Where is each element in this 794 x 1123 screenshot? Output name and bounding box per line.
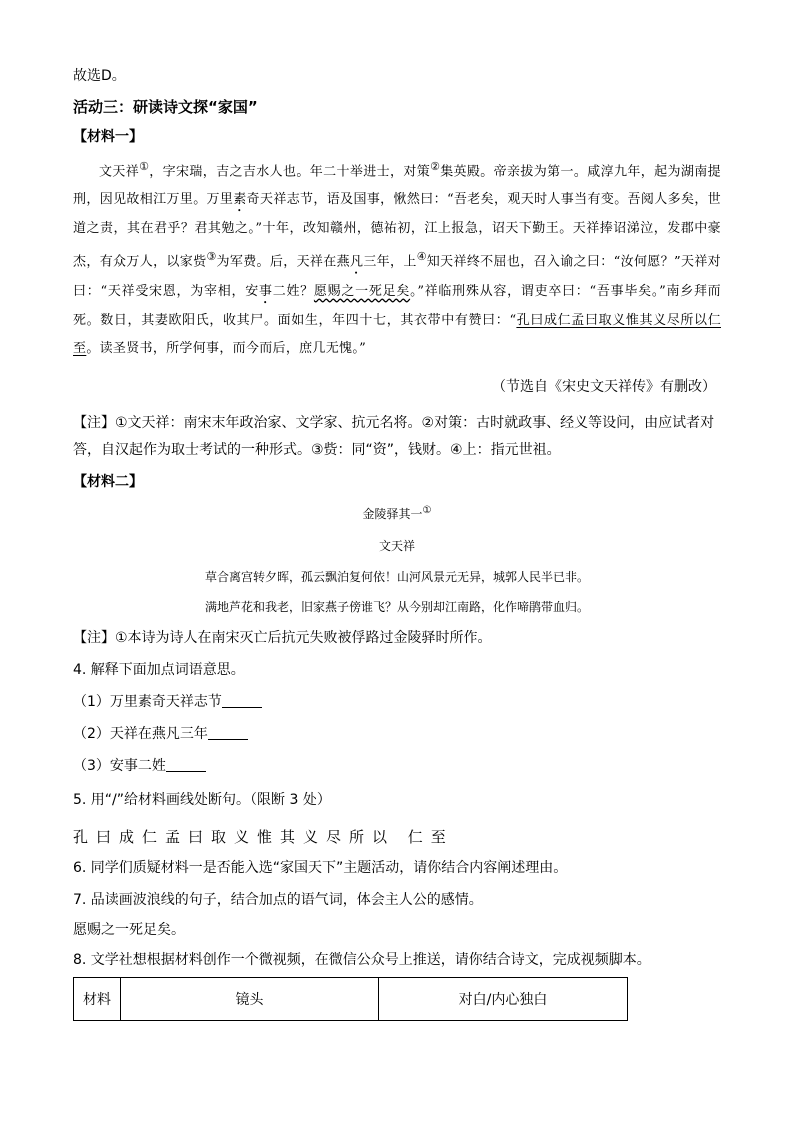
- underlined-sentence: 孔曰成仁孟曰取义惟其义尽所以仁至: [73, 312, 721, 356]
- question-5: 5. 用“/”给材料画线处断句。（限断 3 处）: [73, 792, 331, 808]
- question-6: 6. 同学们质疑材料一是否能入选“家国天下”主题活动，请你结合内容阐述理由。: [73, 860, 568, 876]
- material2-heading: 【材料二】: [73, 474, 143, 490]
- table-header-material: 材料: [74, 978, 121, 1021]
- answer-blank[interactable]: [208, 725, 248, 740]
- material1-passage: 文天祥①，字宋瑞，吉之吉水人也。年二十举进士，对策②集英殿。帝亲拔为第一。咸淳九年，起为湖南提刑，因见故相江万里。万里素奇天祥志节，语及国事，愀然曰：“吾老矣，观天时人事当有变。吾阅人多矣，世道之责，其在君乎？君其勉之。”十年，改知赣州，德祐初，江上报急，诏天下勤王。天祥捧诏涕泣，发郡中豪杰，有众万人，以家赀③为军费。后，天祥在燕凡三年，上④知天祥终不屈也，召入谕之曰：“汝何愿？”天祥对曰：“天祥受宋恩，为宰相，安事二姓？愿赐之一死足矣。”祥临刑殊从容，谓吏卒曰：“吾事毕矣。”南乡拜而死。数日，其妻欧阳氏，收其尸。面如生，年四十七，其衣带中有赞曰：“孔曰成仁孟曰取义惟其义尽所以仁至。读圣贤书，所学何事，而今而后，庶几无愧。”: [73, 160, 721, 356]
- table-row: [74, 978, 628, 1021]
- answer-blank[interactable]: [166, 757, 206, 772]
- note-material2: 【注】①本诗为诗人在南宋灭亡后抗元失败被俘路过金陵驿时所作。: [73, 630, 492, 646]
- question-7: 7. 品读画波浪线的句子，结合加点的语气词，体会主人公的感情。: [73, 892, 483, 908]
- intro-text: 故选D。: [73, 68, 126, 84]
- question-7-sentence: 愿赐之一死足矣。: [73, 922, 185, 938]
- question-5-text: 孔曰成仁孟曰取义惟其义尽所以 仁至: [73, 828, 454, 846]
- question-8: 8. 文学社想根据材料创作一个微视频，在微信公众号上推送，请你结合诗文，完成视频脚本。: [73, 952, 651, 968]
- table-header-shot: 镜头: [121, 978, 379, 1021]
- wavy-underlined-sentence: 愿赐之一死足矣: [313, 283, 411, 299]
- material1-heading: 【材料一】: [73, 129, 143, 145]
- activity-title: 活动三：研读诗文探“家国”: [73, 98, 258, 116]
- question-4-item-1: （1）万里素奇天祥志节: [73, 692, 262, 712]
- poem-line-2: 满地芦花和我老，旧家燕子傍谁飞？从今别却江南路，化作啼鹃带血归。: [204, 600, 589, 614]
- question-4-item-2: （2）天祥在燕凡三年: [73, 724, 248, 744]
- answer-blank[interactable]: [222, 693, 262, 708]
- dotted-word-su: 素: [233, 192, 247, 208]
- source-citation: （节选自《宋史文天祥传》有删改）: [492, 379, 716, 395]
- dotted-word-shi: 事: [258, 283, 273, 299]
- poem-line-1: 草合离宫转夕晖，孤云飘泊复何依！山河风景元无异，城郭人民半已非。: [204, 570, 589, 584]
- question-4-item-3: （3）安事二姓: [73, 756, 206, 776]
- table-header-dialogue: 对白/内心独白: [379, 978, 628, 1021]
- video-script-table: [73, 977, 628, 1021]
- note-material1: 【注】①文天祥：南宋末年政治家、文学家、抗元名将。②对策：古时就政事、经义等设问，由应试者对答，自汉起作为取士考试的一种形式。③赀：同“资”，钱财。④上：指元世祖。: [73, 415, 715, 458]
- poem-author: 文天祥: [378, 539, 415, 553]
- dotted-word-fan: 凡: [349, 254, 364, 270]
- poem-title: 金陵驿其一①: [362, 505, 432, 521]
- question-4: 4. 解释下面加点词语意思。: [73, 662, 245, 678]
